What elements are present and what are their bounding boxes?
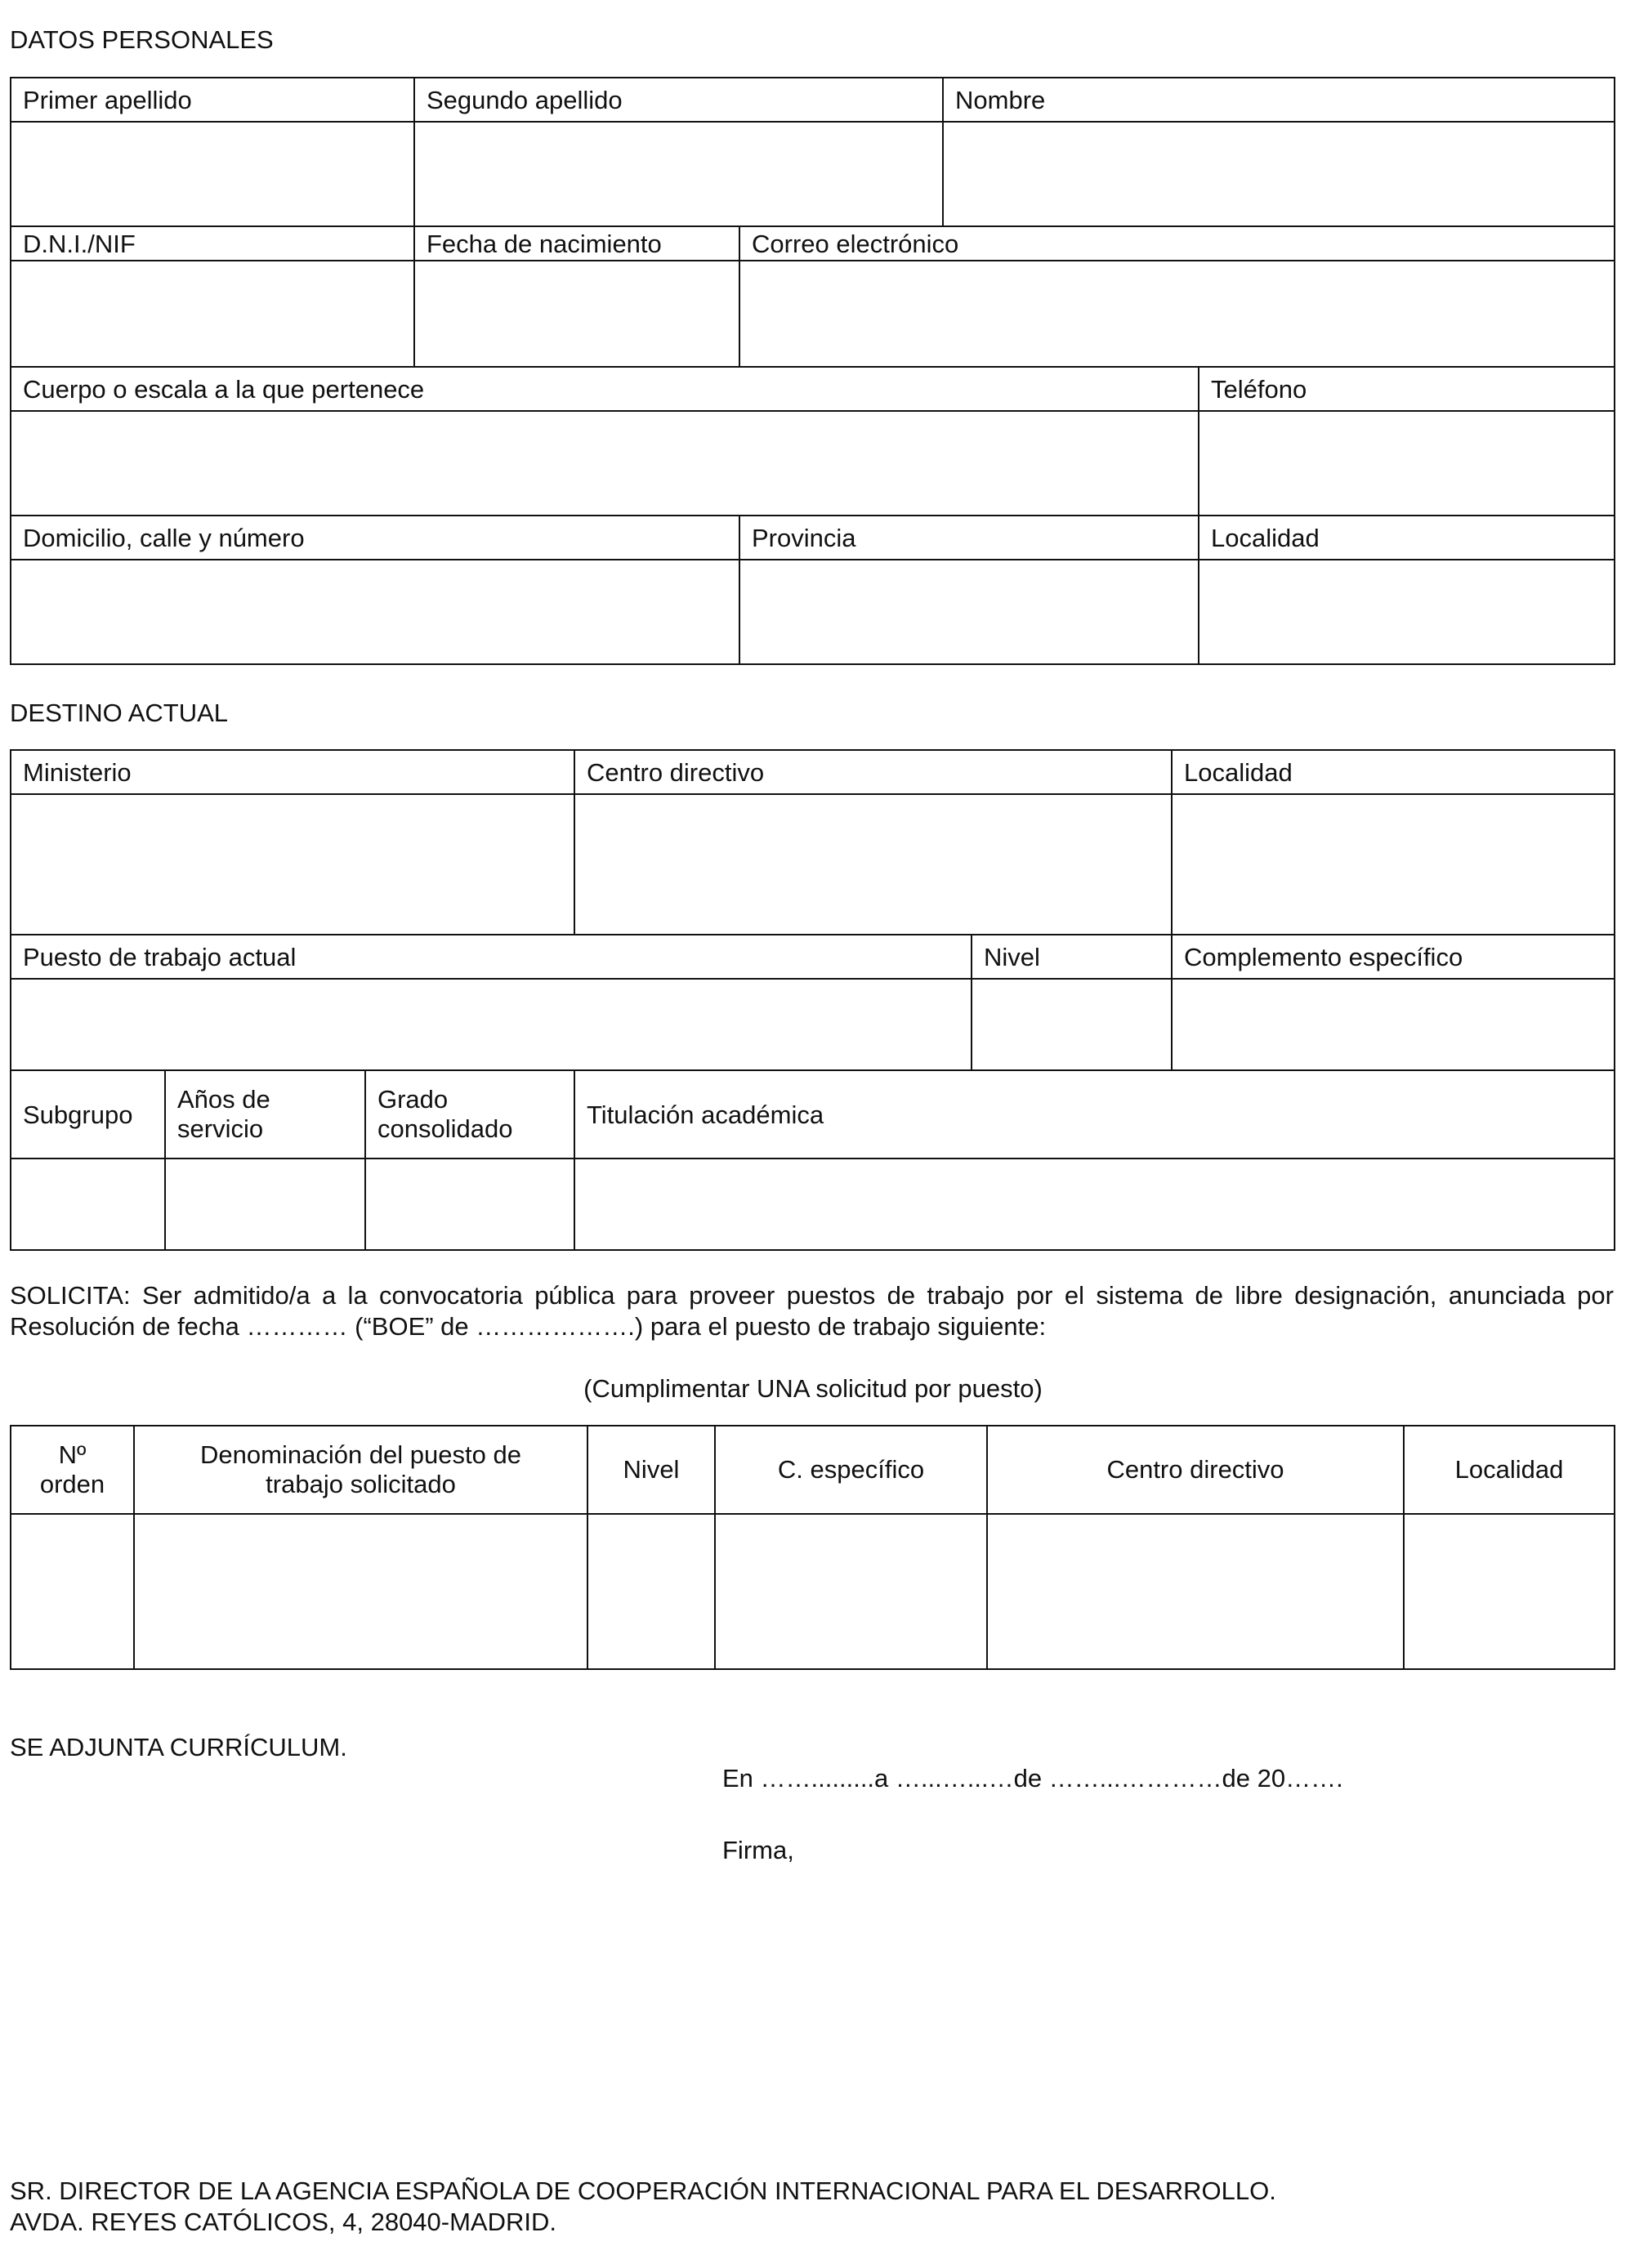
field-correo[interactable] — [739, 261, 1615, 367]
label-nivel: Nivel — [972, 935, 1172, 979]
field-segundo-apellido[interactable] — [414, 122, 943, 226]
date-line: En …….........a …...…...…de ……...…………de 20……. — [722, 1764, 1343, 1793]
header-localidad: Localidad — [1404, 1426, 1615, 1514]
field-fecha-nacimiento[interactable] — [414, 261, 739, 367]
field-nombre[interactable] — [943, 122, 1615, 226]
label-segundo-apellido: Segundo apellido — [414, 78, 943, 122]
field-domicilio[interactable] — [11, 560, 739, 664]
header-orden: Nº orden — [11, 1426, 134, 1514]
field-centro-directivo[interactable] — [574, 794, 1172, 935]
header-nivel: Nivel — [587, 1426, 715, 1514]
curriculum-note: SE ADJUNTA CURRÍCULUM. — [10, 1733, 347, 1761]
field-localidad[interactable] — [1199, 560, 1615, 664]
field-nivel[interactable] — [972, 979, 1172, 1070]
field-titulacion[interactable] — [574, 1159, 1615, 1250]
header-especifico: C. específico — [715, 1426, 987, 1514]
label-complemento: Complemento específico — [1172, 935, 1615, 979]
label-fecha-nacimiento: Fecha de nacimiento — [414, 226, 739, 261]
label-primer-apellido: Primer apellido — [11, 78, 414, 122]
request-paragraph — [10, 1280, 1614, 1342]
field-cuerpo[interactable] — [11, 411, 1199, 516]
field-centro-solicitado[interactable] — [987, 1514, 1404, 1669]
personal-data-table — [10, 77, 1615, 665]
field-subgrupo[interactable] — [11, 1159, 165, 1250]
request-line-1: SOLICITA: Ser admitido/a a la convocatoria pública para proveer puestos de trabajo por el sistema de libre designación, anunciada por — [10, 1281, 1614, 1310]
label-dni: D.N.I./NIF — [11, 226, 414, 261]
requested-position-table — [10, 1425, 1615, 1670]
label-titulacion: Titulación académica — [574, 1070, 1615, 1159]
request-note: (Cumplimentar UNA solicitud por puesto) — [583, 1374, 1043, 1403]
label-anios-servicio: Años de servicio — [165, 1070, 365, 1159]
label-subgrupo: Subgrupo — [11, 1070, 165, 1159]
field-complemento[interactable] — [1172, 979, 1615, 1070]
header-centro: Centro directivo — [987, 1426, 1404, 1514]
label-telefono: Teléfono — [1199, 367, 1615, 411]
field-primer-apellido[interactable] — [11, 122, 414, 226]
field-denominacion[interactable] — [134, 1514, 587, 1669]
field-puesto-actual[interactable] — [11, 979, 972, 1070]
field-especifico[interactable] — [715, 1514, 987, 1669]
field-localidad-destino[interactable] — [1172, 794, 1615, 935]
request-line-2: Resolución de fecha ………… (“BOE” de ……………….) para el puesto de trabajo siguiente: — [10, 1312, 1047, 1341]
field-telefono[interactable] — [1199, 411, 1615, 516]
field-anios-servicio[interactable] — [165, 1159, 365, 1250]
field-ministerio[interactable] — [11, 794, 574, 935]
field-provincia[interactable] — [739, 560, 1199, 664]
label-grado-consolidado: Grado consolidado — [365, 1070, 574, 1159]
header-denominacion: Denominación del puesto de trabajo solicitado — [134, 1426, 587, 1514]
signature-label: Firma, — [722, 1836, 794, 1864]
label-ministerio: Ministerio — [11, 750, 574, 794]
label-localidad-destino: Localidad — [1172, 750, 1615, 794]
label-correo: Correo electrónico — [739, 226, 1615, 261]
recipient-line: SR. DIRECTOR DE LA AGENCIA ESPAÑOLA DE COOPERACIÓN INTERNACIONAL PARA EL DESARROLLO. — [10, 2176, 1276, 2205]
label-provincia: Provincia — [739, 516, 1199, 560]
section-title-current: DESTINO ACTUAL — [10, 699, 228, 727]
field-dni[interactable] — [11, 261, 414, 367]
field-orden[interactable] — [11, 1514, 134, 1669]
section-title-personal: DATOS PERSONALES — [10, 25, 274, 54]
label-centro-directivo: Centro directivo — [574, 750, 1172, 794]
label-cuerpo: Cuerpo o escala a la que pertenece — [11, 367, 1199, 411]
label-domicilio: Domicilio, calle y número — [11, 516, 739, 560]
label-nombre: Nombre — [943, 78, 1615, 122]
field-localidad-solicitada[interactable] — [1404, 1514, 1615, 1669]
address-line: AVDA. REYES CATÓLICOS, 4, 28040-MADRID. — [10, 2208, 556, 2236]
field-nivel-solicitado[interactable] — [587, 1514, 715, 1669]
field-grado-consolidado[interactable] — [365, 1159, 574, 1250]
current-position-table — [10, 749, 1615, 1251]
label-localidad: Localidad — [1199, 516, 1615, 560]
label-puesto-actual: Puesto de trabajo actual — [11, 935, 972, 979]
